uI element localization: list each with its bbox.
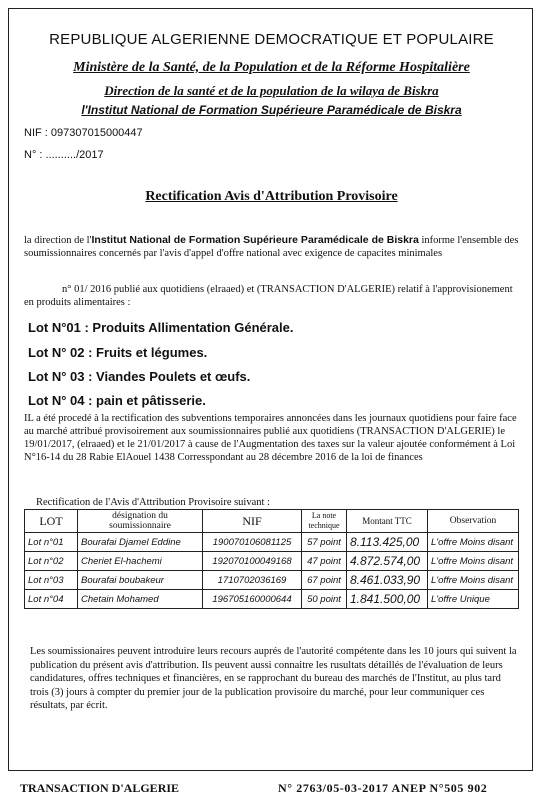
cell-note: 67 point (302, 571, 347, 590)
cell-observation: L'offre Unique (428, 590, 519, 609)
lot-3: Lot N° 03 : Viandes Poulets et œufs. (28, 369, 251, 384)
col-nif: NIF (203, 510, 302, 533)
cell-observation: L'offre Moins disant (428, 571, 519, 590)
cell-designation: Cheriet El-hachemi (78, 552, 203, 571)
table-row (25, 571, 519, 590)
cell-note: 57 point (302, 533, 347, 552)
col-designation: désignation du soumissionnaire (78, 510, 203, 533)
col-observation: Observation (428, 510, 519, 533)
cell-lot: Lot n°02 (25, 552, 78, 571)
intro-end: informe l'ensemble des soumissionnaires concernés par l'avis d'appel d'offre national avec exigence de capacites minimales (24, 235, 519, 259)
attribution-table (24, 509, 519, 609)
reference-number: N° : ........../2017 (24, 149, 104, 161)
cell-note: 47 point (302, 552, 347, 571)
lot-1: Lot N°01 : Produits Allimentation Générale. (28, 320, 294, 335)
nif-number: NIF : 097307015000447 (24, 127, 143, 139)
cell-observation: L'offre Moins disant (428, 533, 519, 552)
table-row (25, 590, 519, 609)
lot-2: Lot N° 02 : Fruits et légumes. (28, 345, 208, 360)
cell-designation: Bourafai Djamel Eddine (78, 533, 203, 552)
cell-nif: 190070106081125 (203, 533, 302, 552)
closing-paragraph: Les soumissionaires peuvent introduire leurs recours auprés de l'autorité compétente dans les 10 jours qui suivent la publication du présent avis d'attribution. Ils peuvent aussi connaitre les rusultats détaillés de l'évaluation de leurs candidatures, offres techniques et financières, en se rapprochant du bureau des marchés de l'Institut, au plus tard trois (3) jours à compter du premier jour de la publication provisoire du marché, pour leur communiquer ces résultats, par écrit. (30, 646, 517, 711)
rectification-paragraph: IL a été procedé à la rectification des subventions temporaires annoncées dans les journaux quotidiens pour faire face au marché attribué provisoirement aux soumissionnaires publié aux quotidiens (TRANSACTION D'ALGERIE) le 19/01/2017, (elraaed) et le 21/01/2017 à cause de l'Augmentation des taxes sur la valeur ajoutée conformément à Loi N°16-14 du 28 Rabie ElAouel 1438 Corresspondant au 28 décembre 2016 de la loi de finances (24, 413, 517, 463)
cell-lot: Lot n°04 (25, 590, 78, 609)
cell-nif: 192070100049168 (203, 552, 302, 571)
footer-publication: TRANSACTION D'ALGERIE (20, 781, 180, 795)
page-title: Rectification Avis d'Attribution Provisoire (145, 189, 398, 204)
cell-montant: 8.113.425,00 (347, 533, 428, 552)
col-lot: LOT (25, 510, 78, 533)
table-row (25, 533, 519, 552)
cell-designation: Chetain Mohamed (78, 590, 203, 609)
lot-4: Lot N° 04 : pain et pâtisserie. (28, 393, 206, 408)
cell-montant: 1.841.500,00 (347, 590, 428, 609)
intro-institute: Institut National de Formation Supérieure Paramédicale de Biskra (91, 234, 419, 246)
footer-reference: N° 2763/05-03-2017 ANEP N°505 902 (278, 781, 488, 795)
cell-observation: L'offre Moins disant (428, 552, 519, 571)
table-row (25, 552, 519, 571)
cell-note: 50 point (302, 590, 347, 609)
intro-reference-paragraph: n° 01/ 2016 publié aux quotidiens (elraaed) et (TRANSACTION D'ALGERIE) relatif à l'approvisionement en produits alimentaires : (24, 284, 513, 308)
intro-paragraph (24, 234, 519, 260)
col-note: La note technique (302, 510, 347, 533)
table-caption: Rectification de l'Avis d'Attribution Provisoire suivant : (36, 497, 270, 508)
cell-designation: Bourafai boubakeur (78, 571, 203, 590)
institute-heading: l'Institut National de Formation Supérieure Paramédicale de Biskra (81, 103, 462, 117)
republic-heading: REPUBLIQUE ALGERIENNE DEMOCRATIQUE ET POPULAIRE (49, 31, 494, 48)
intro-start: la direction de l' (24, 235, 92, 246)
cell-nif: 196705160000644 (203, 590, 302, 609)
direction-heading: Direction de la santé et de la population de la wilaya de Biskra (104, 83, 439, 98)
cell-montant: 8.461.033,90 (347, 571, 428, 590)
table-header-row (25, 510, 519, 533)
ministry-heading: Ministère de la Santé, de la Population et de la Réforme Hospitalière (73, 60, 470, 75)
col-montant: Montant TTC (347, 510, 428, 533)
cell-montant: 4.872.574,00 (347, 552, 428, 571)
cell-lot: Lot n°03 (25, 571, 78, 590)
cell-lot: Lot n°01 (25, 533, 78, 552)
cell-nif: 1710702036169 (203, 571, 302, 590)
